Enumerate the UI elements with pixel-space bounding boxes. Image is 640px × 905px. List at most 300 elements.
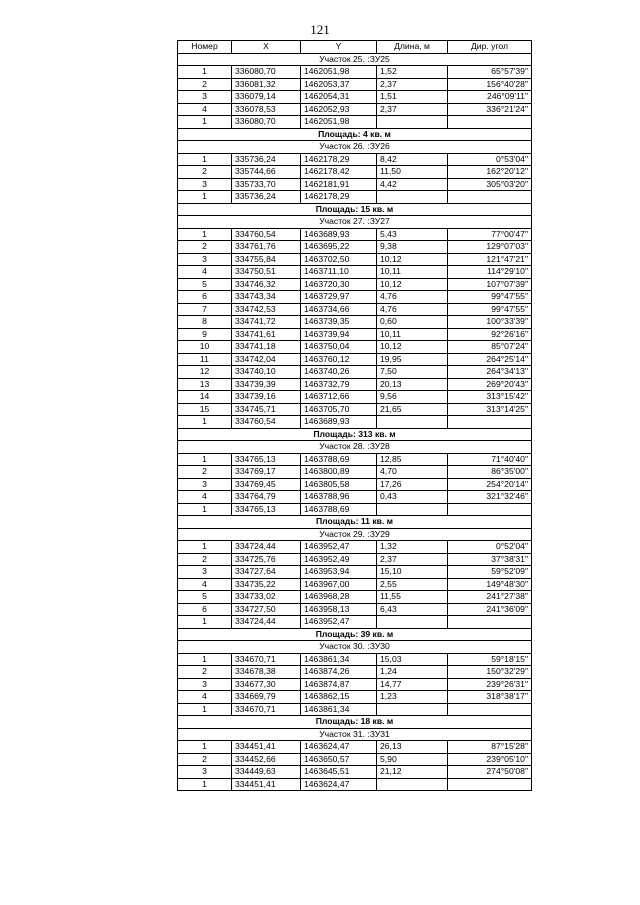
point-number: 11 [178, 353, 232, 366]
y-coordinate: 1463760,12 [301, 353, 377, 366]
y-coordinate: 1463734,66 [301, 303, 377, 316]
direction-angle [448, 116, 532, 129]
table-row [178, 478, 532, 491]
direction-angle: 305°03'20" [448, 178, 532, 191]
x-coordinate: 335733,70 [232, 178, 301, 191]
segment-length [377, 778, 448, 791]
table-row [178, 91, 532, 104]
direction-angle: 241°36'09" [448, 603, 532, 616]
x-coordinate: 335744,66 [232, 166, 301, 179]
point-number: 5 [178, 591, 232, 604]
table-body [178, 53, 532, 791]
point-number: 3 [178, 566, 232, 579]
table-row [178, 566, 532, 579]
direction-angle: 239°05'10" [448, 753, 532, 766]
table-row [178, 241, 532, 254]
segment-length: 1,23 [377, 691, 448, 704]
point-number: 1 [178, 778, 232, 791]
x-coordinate: 334741,61 [232, 328, 301, 341]
y-coordinate: 1463624,47 [301, 778, 377, 791]
segment-length: 11,50 [377, 166, 448, 179]
x-coordinate: 334764,79 [232, 491, 301, 504]
x-coordinate: 334740,10 [232, 366, 301, 379]
segment-length: 9,38 [377, 241, 448, 254]
table-row [178, 228, 532, 241]
section-title: Участок 28. :ЗУ28 [178, 441, 532, 454]
direction-angle [448, 616, 532, 629]
y-coordinate: 1462053,37 [301, 78, 377, 91]
table-row [178, 328, 532, 341]
section-title-row [178, 441, 532, 454]
direction-angle: 65°57'39" [448, 66, 532, 79]
area-row [178, 716, 532, 729]
segment-length: 8,42 [377, 153, 448, 166]
point-number: 4 [178, 578, 232, 591]
x-coordinate: 334449,63 [232, 766, 301, 779]
segment-length [377, 116, 448, 129]
y-coordinate: 1463739,35 [301, 316, 377, 329]
direction-angle: 86°35'00" [448, 466, 532, 479]
point-number: 9 [178, 328, 232, 341]
section-title-row [178, 216, 532, 229]
y-coordinate: 1463645,51 [301, 766, 377, 779]
segment-length: 10,11 [377, 328, 448, 341]
segment-length: 10,12 [377, 278, 448, 291]
table-row [178, 316, 532, 329]
y-coordinate: 1463968,28 [301, 591, 377, 604]
point-number: 1 [178, 703, 232, 716]
y-coordinate: 1463750,04 [301, 341, 377, 354]
table-row [178, 578, 532, 591]
segment-length: 2,37 [377, 78, 448, 91]
direction-angle [448, 191, 532, 204]
x-coordinate: 334451,41 [232, 741, 301, 754]
y-coordinate: 1462051,98 [301, 66, 377, 79]
x-coordinate: 334727,50 [232, 603, 301, 616]
direction-angle: 313°15'42" [448, 391, 532, 404]
y-coordinate: 1463862,15 [301, 691, 377, 704]
direction-angle: 59°18'15" [448, 653, 532, 666]
direction-angle: 313°14'25" [448, 403, 532, 416]
segment-length: 7,50 [377, 366, 448, 379]
x-coordinate: 334741,72 [232, 316, 301, 329]
table-row [178, 378, 532, 391]
table-row [178, 341, 532, 354]
point-number: 4 [178, 266, 232, 279]
x-coordinate: 334451,41 [232, 778, 301, 791]
x-coordinate: 334769,45 [232, 478, 301, 491]
x-coordinate: 334739,16 [232, 391, 301, 404]
segment-length [377, 616, 448, 629]
area-value: Площадь: 18 кв. м [178, 716, 532, 729]
x-coordinate: 334724,44 [232, 616, 301, 629]
y-coordinate: 1463732,79 [301, 378, 377, 391]
segment-length [377, 191, 448, 204]
table-row [178, 466, 532, 479]
x-coordinate: 334724,44 [232, 541, 301, 554]
point-number: 2 [178, 666, 232, 679]
segment-length: 21,12 [377, 766, 448, 779]
direction-angle [448, 416, 532, 429]
x-coordinate: 334742,53 [232, 303, 301, 316]
point-number: 7 [178, 303, 232, 316]
point-number: 6 [178, 291, 232, 304]
direction-angle: 336°21'24" [448, 103, 532, 116]
y-coordinate: 1463695,22 [301, 241, 377, 254]
y-coordinate: 1463788,69 [301, 453, 377, 466]
direction-angle: 264°34'13" [448, 366, 532, 379]
direction-angle: 0°52'04" [448, 541, 532, 554]
direction-angle: 59°52'09" [448, 566, 532, 579]
x-coordinate: 336080,70 [232, 116, 301, 129]
y-coordinate: 1462051,98 [301, 116, 377, 129]
y-coordinate: 1463712,66 [301, 391, 377, 404]
point-number: 2 [178, 753, 232, 766]
x-coordinate: 334735,22 [232, 578, 301, 591]
table-row [178, 603, 532, 616]
x-coordinate: 334669,79 [232, 691, 301, 704]
area-row [178, 516, 532, 529]
table-row [178, 766, 532, 779]
direction-angle: 149°48'30" [448, 578, 532, 591]
table-row [178, 353, 532, 366]
x-coordinate: 335736,24 [232, 153, 301, 166]
table-row [178, 366, 532, 379]
segment-length: 4,70 [377, 466, 448, 479]
direction-angle: 99°47'55" [448, 291, 532, 304]
table-row [178, 778, 532, 791]
segment-length: 2,55 [377, 578, 448, 591]
table-row [178, 741, 532, 754]
table-row [178, 703, 532, 716]
header-length: Длина, м [377, 41, 448, 54]
table-row [178, 116, 532, 129]
x-coordinate: 334741,18 [232, 341, 301, 354]
direction-angle: 274°50'08" [448, 766, 532, 779]
x-coordinate: 335736,24 [232, 191, 301, 204]
x-coordinate: 336081,32 [232, 78, 301, 91]
point-number: 1 [178, 653, 232, 666]
table-row [178, 503, 532, 516]
table-row [178, 391, 532, 404]
table-row [178, 291, 532, 304]
point-number: 1 [178, 116, 232, 129]
point-number: 1 [178, 541, 232, 554]
table-row [178, 591, 532, 604]
y-coordinate: 1462178,42 [301, 166, 377, 179]
point-number: 8 [178, 316, 232, 329]
direction-angle: 321°32'46" [448, 491, 532, 504]
point-number: 15 [178, 403, 232, 416]
direction-angle: 150°32'29" [448, 666, 532, 679]
point-number: 4 [178, 103, 232, 116]
segment-length: 15,10 [377, 566, 448, 579]
segment-length: 1,52 [377, 66, 448, 79]
table-row [178, 166, 532, 179]
point-number: 10 [178, 341, 232, 354]
area-row [178, 428, 532, 441]
segment-length: 10,12 [377, 253, 448, 266]
direction-angle: 129°07'03" [448, 241, 532, 254]
table-row [178, 453, 532, 466]
point-number: 3 [178, 178, 232, 191]
direction-angle: 254°20'14" [448, 478, 532, 491]
section-title: Участок 31. :ЗУ31 [178, 728, 532, 741]
table-row [178, 266, 532, 279]
table-row [178, 753, 532, 766]
segment-length [377, 416, 448, 429]
table-row [178, 541, 532, 554]
point-number: 1 [178, 616, 232, 629]
area-value: Площадь: 39 кв. м [178, 628, 532, 641]
segment-length: 20,13 [377, 378, 448, 391]
x-coordinate: 336079,14 [232, 91, 301, 104]
x-coordinate: 334678,38 [232, 666, 301, 679]
point-number: 1 [178, 503, 232, 516]
table-row [178, 416, 532, 429]
direction-angle: 246°09'11" [448, 91, 532, 104]
table-row [178, 153, 532, 166]
area-row [178, 128, 532, 141]
section-title: Участок 29. :ЗУ29 [178, 528, 532, 541]
section-title: Участок 30. :ЗУ30 [178, 641, 532, 654]
y-coordinate: 1463740,26 [301, 366, 377, 379]
point-number: 2 [178, 466, 232, 479]
point-number: 1 [178, 66, 232, 79]
direction-angle: 318°38'17" [448, 691, 532, 704]
direction-angle [448, 503, 532, 516]
header-number: Номер [178, 41, 232, 54]
point-number: 4 [178, 491, 232, 504]
x-coordinate: 334765,13 [232, 503, 301, 516]
direction-angle: 85°07'24" [448, 341, 532, 354]
x-coordinate: 334742,04 [232, 353, 301, 366]
direction-angle: 156°40'28" [448, 78, 532, 91]
segment-length: 2,37 [377, 553, 448, 566]
direction-angle: 92°26'16" [448, 328, 532, 341]
table-row [178, 278, 532, 291]
y-coordinate: 1463861,34 [301, 653, 377, 666]
section-title: Участок 27. :ЗУ27 [178, 216, 532, 229]
point-number: 6 [178, 603, 232, 616]
y-coordinate: 1462054,31 [301, 91, 377, 104]
table-row [178, 691, 532, 704]
point-number: 3 [178, 91, 232, 104]
direction-angle: 99°47'55" [448, 303, 532, 316]
segment-length: 0,43 [377, 491, 448, 504]
direction-angle: 100°33'39" [448, 316, 532, 329]
point-number: 2 [178, 78, 232, 91]
point-number: 1 [178, 416, 232, 429]
table-row [178, 653, 532, 666]
segment-length: 5,43 [377, 228, 448, 241]
y-coordinate: 1463729,97 [301, 291, 377, 304]
point-number: 3 [178, 253, 232, 266]
segment-length: 5,90 [377, 753, 448, 766]
point-number: 1 [178, 153, 232, 166]
point-number: 5 [178, 278, 232, 291]
segment-length: 10,12 [377, 341, 448, 354]
point-number: 4 [178, 691, 232, 704]
segment-length [377, 703, 448, 716]
segment-length: 4,42 [377, 178, 448, 191]
segment-length: 19,95 [377, 353, 448, 366]
segment-length: 14,77 [377, 678, 448, 691]
table-row [178, 616, 532, 629]
table-row [178, 191, 532, 204]
direction-angle: 37°38'31" [448, 553, 532, 566]
x-coordinate: 334760,54 [232, 416, 301, 429]
x-coordinate: 334743,34 [232, 291, 301, 304]
segment-length: 1,32 [377, 541, 448, 554]
segment-length: 21,65 [377, 403, 448, 416]
section-title: Участок 26. :ЗУ26 [178, 141, 532, 154]
area-row [178, 203, 532, 216]
direction-angle: 264°25'14" [448, 353, 532, 366]
y-coordinate: 1463711,10 [301, 266, 377, 279]
header-x: X [232, 41, 301, 54]
point-number: 2 [178, 553, 232, 566]
area-row [178, 628, 532, 641]
direction-angle: 114°29'10" [448, 266, 532, 279]
y-coordinate: 1463650,57 [301, 753, 377, 766]
segment-length: 11,55 [377, 591, 448, 604]
y-coordinate: 1462181,91 [301, 178, 377, 191]
point-number: 3 [178, 766, 232, 779]
x-coordinate: 334677,30 [232, 678, 301, 691]
point-number: 13 [178, 378, 232, 391]
segment-length: 12,85 [377, 453, 448, 466]
segment-length: 10,11 [377, 266, 448, 279]
y-coordinate: 1463705,70 [301, 403, 377, 416]
area-value: Площадь: 313 кв. м [178, 428, 532, 441]
x-coordinate: 334746,32 [232, 278, 301, 291]
segment-length [377, 503, 448, 516]
x-coordinate: 334769,17 [232, 466, 301, 479]
direction-angle: 71°40'40" [448, 453, 532, 466]
x-coordinate: 334670,71 [232, 653, 301, 666]
direction-angle: 239°26'31" [448, 678, 532, 691]
x-coordinate: 334733,02 [232, 591, 301, 604]
table-row [178, 103, 532, 116]
segment-length: 4,76 [377, 291, 448, 304]
header-direction-angle: Дир. угол [448, 41, 532, 54]
area-value: Площадь: 11 кв. м [178, 516, 532, 529]
table-row [178, 678, 532, 691]
point-number: 1 [178, 453, 232, 466]
section-title-row [178, 728, 532, 741]
point-number: 3 [178, 478, 232, 491]
section-title-row [178, 141, 532, 154]
point-number: 1 [178, 191, 232, 204]
y-coordinate: 1463861,34 [301, 703, 377, 716]
x-coordinate: 334745,71 [232, 403, 301, 416]
table-header-row [178, 41, 532, 54]
area-value: Площадь: 4 кв. м [178, 128, 532, 141]
segment-length: 15,03 [377, 653, 448, 666]
point-number: 14 [178, 391, 232, 404]
x-coordinate: 334670,71 [232, 703, 301, 716]
direction-angle: 162°20'12" [448, 166, 532, 179]
table-row [178, 666, 532, 679]
point-number: 2 [178, 241, 232, 254]
point-number: 2 [178, 166, 232, 179]
y-coordinate: 1462178,29 [301, 191, 377, 204]
segment-length: 1,24 [377, 666, 448, 679]
y-coordinate: 1463952,47 [301, 541, 377, 554]
segment-length: 2,37 [377, 103, 448, 116]
y-coordinate: 1462178,29 [301, 153, 377, 166]
point-number: 1 [178, 228, 232, 241]
direction-angle: 121°47'21" [448, 253, 532, 266]
y-coordinate: 1463952,49 [301, 553, 377, 566]
y-coordinate: 1463805,58 [301, 478, 377, 491]
y-coordinate: 1463720,30 [301, 278, 377, 291]
table-row [178, 66, 532, 79]
header-y: Y [301, 41, 377, 54]
y-coordinate: 1462052,93 [301, 103, 377, 116]
x-coordinate: 334727,64 [232, 566, 301, 579]
y-coordinate: 1463624,47 [301, 741, 377, 754]
x-coordinate: 336080,70 [232, 66, 301, 79]
direction-angle: 0°53'04" [448, 153, 532, 166]
x-coordinate: 334739,39 [232, 378, 301, 391]
table-row [178, 303, 532, 316]
y-coordinate: 1463689,93 [301, 228, 377, 241]
point-number: 3 [178, 678, 232, 691]
segment-length: 9,56 [377, 391, 448, 404]
y-coordinate: 1463702,50 [301, 253, 377, 266]
direction-angle [448, 703, 532, 716]
section-title: Участок 25. :ЗУ25 [178, 53, 532, 66]
y-coordinate: 1463967,00 [301, 578, 377, 591]
segment-length: 0,60 [377, 316, 448, 329]
x-coordinate: 334761,76 [232, 241, 301, 254]
x-coordinate: 336078,53 [232, 103, 301, 116]
x-coordinate: 334760,54 [232, 228, 301, 241]
direction-angle: 87°15'28" [448, 741, 532, 754]
point-number: 12 [178, 366, 232, 379]
x-coordinate: 334452,66 [232, 753, 301, 766]
section-title-row [178, 53, 532, 66]
table-row [178, 78, 532, 91]
y-coordinate: 1463874,87 [301, 678, 377, 691]
y-coordinate: 1463739,94 [301, 328, 377, 341]
y-coordinate: 1463958,13 [301, 603, 377, 616]
direction-angle: 77°00'47" [448, 228, 532, 241]
coordinates-table [177, 40, 532, 791]
table-row [178, 403, 532, 416]
page-number: 121 [310, 22, 330, 37]
y-coordinate: 1463788,69 [301, 503, 377, 516]
y-coordinate: 1463788,96 [301, 491, 377, 504]
y-coordinate: 1463689,93 [301, 416, 377, 429]
segment-length: 6,43 [377, 603, 448, 616]
table-row [178, 491, 532, 504]
x-coordinate: 334750,51 [232, 266, 301, 279]
y-coordinate: 1463874,26 [301, 666, 377, 679]
section-title-row [178, 528, 532, 541]
segment-length: 1,51 [377, 91, 448, 104]
direction-angle [448, 778, 532, 791]
point-number: 1 [178, 741, 232, 754]
direction-angle: 107°07'39" [448, 278, 532, 291]
direction-angle: 269°20'43" [448, 378, 532, 391]
y-coordinate: 1463953,94 [301, 566, 377, 579]
x-coordinate: 334755,84 [232, 253, 301, 266]
segment-length: 4,76 [377, 303, 448, 316]
segment-length: 17,26 [377, 478, 448, 491]
